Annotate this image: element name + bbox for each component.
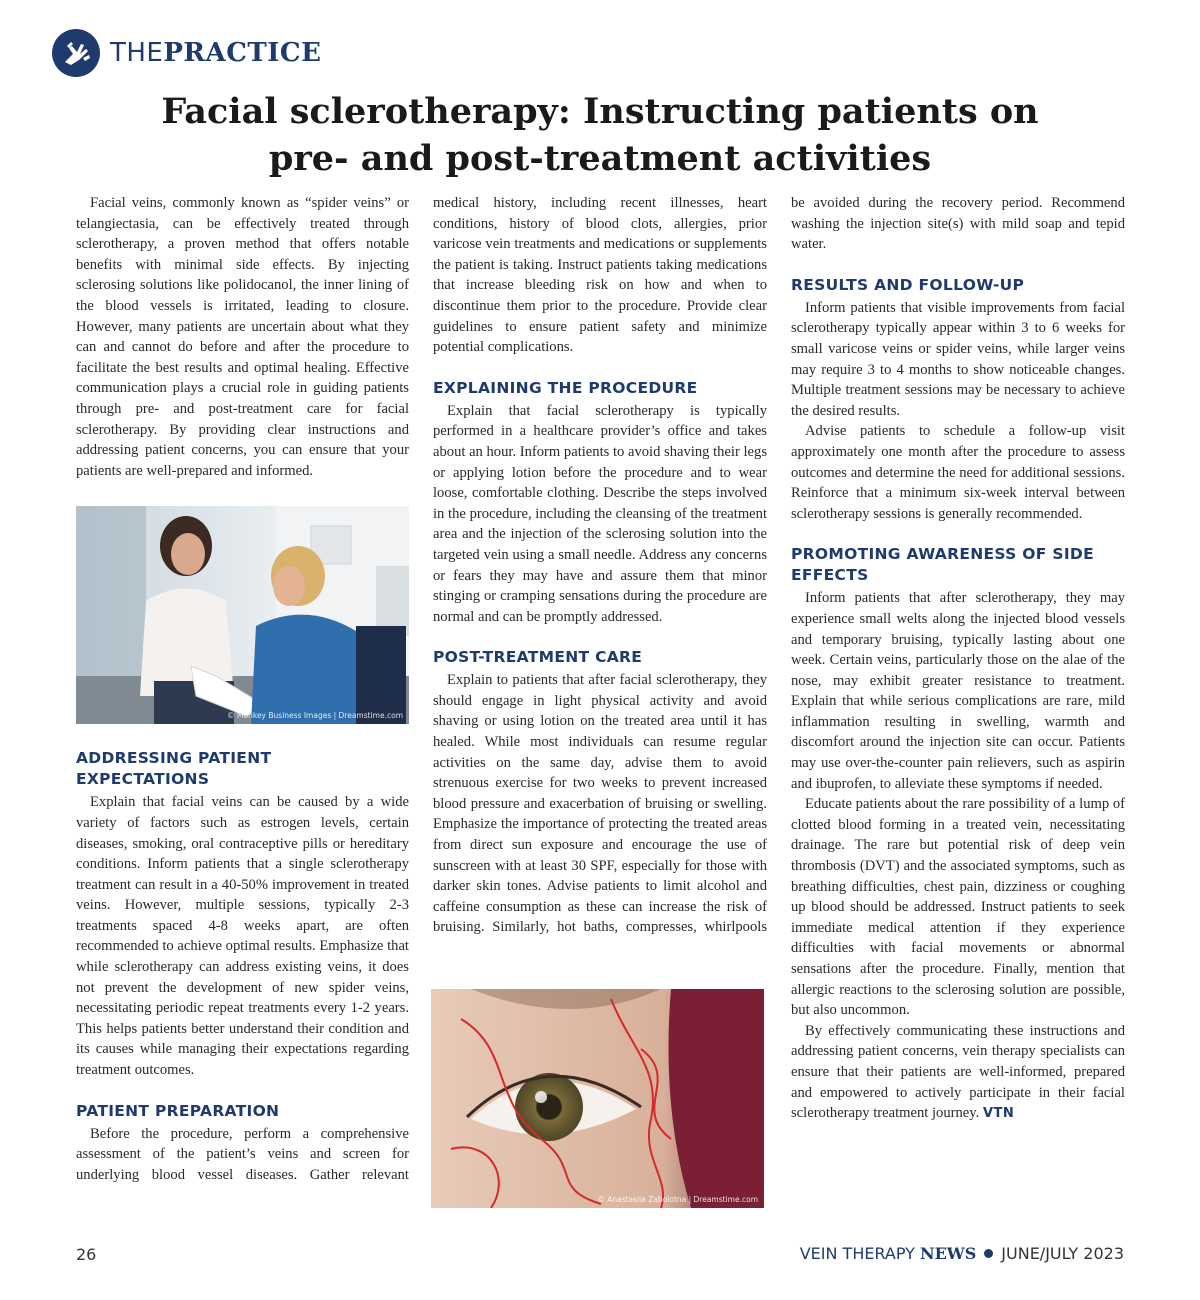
article-title — [60, 88, 1140, 182]
heading-post-treatment: POST-TREATMENT CARE — [433, 648, 643, 667]
section-header — [52, 27, 321, 79]
issue-date: JUNE/JULY 2023 — [1001, 1244, 1124, 1263]
heading-results: RESULTS AND FOLLOW-UP — [791, 275, 1025, 294]
section-label-light: THE — [110, 38, 164, 68]
publication-news: NEWS — [919, 1244, 977, 1263]
page-number: 26 — [76, 1245, 97, 1264]
heading-procedure: EXPLAINING THE PROCEDURE — [433, 378, 698, 397]
heading-side-effects: PROMOTING AWARENESS OF SIDE EFFECTS — [791, 545, 1094, 585]
intro-paragraph: Facial veins, commonly known as “spider veins” or telangiectasia, can be effectively treated through sclerotherapy, a proven method that offers notable benefits with minimal side effects. By injecting sclerosing solutions like polidocanol, the inner lining of the blood vessels is irritated, leading to closure. However, many patients are uncertain about what they can and cannot do before and after the procedure to facilitate the best results and optimal healing. Effective communication plays a crucial role in guiding patients through pre- and post-treatment care for facial sclerotherapy. By providing clear instructions and addressing patient concerns, you can ensure that your patients are well-prepared and informed. — [76, 195, 409, 479]
paragraph-post-treatment-continued: be avoided during the recovery period. Recommend washing the injection site(s) with mild soap and tepid water. — [791, 195, 1125, 253]
publication-name: VEIN THERAPY — [799, 1244, 915, 1263]
consultation-photo — [76, 506, 409, 724]
column-3 — [791, 193, 1125, 1125]
publication-footer — [800, 1244, 1124, 1263]
column-2 — [433, 193, 767, 938]
paragraph-preparation-continued: medical history, including recent illnesses, heart conditions, history of blood clots, allergies, prior varicose vein treatments and medications or supplements the patient is taking. Instruct patients taking medications that increase bleeding risk on how and when to discontinue them prior to the procedure. Provide clear guidelines to ensure patient safety and minimize potential complications. — [433, 195, 767, 356]
paragraph-preparation: Before the procedure, perform a comprehensive assessment of the patient’s veins and screen for underlying blood vessel diseases. Gather relevant — [76, 1125, 409, 1183]
eye-photo — [431, 989, 764, 1208]
column-1 — [76, 193, 409, 1186]
hands-icon — [52, 29, 100, 77]
paragraph-side-effects-2: Educate patients about the rare possibility of a lump of clotted blood forming in a treated vein, necessitating drainage. The rare but potential risk of deep vein thrombosis (DVT) and the associated symptoms, such as breathing difficulties, chest pain, dizziness or coughing up blood should be addressed. Instruct patients to seek immediate medical attention if they experience difficulties with facial movements or abnormal sensations after the procedure. Finally, mention that allergic reactions to the sclerosing solution are possible, but also uncommon. — [791, 796, 1125, 1019]
consultation-illustration — [76, 506, 409, 724]
heading-preparation: PATIENT PREPARATION — [76, 1101, 280, 1120]
paragraph-results-2: Advise patients to schedule a follow-up visit approximately one month after the procedure to assess outcomes and determine the need for additional sessions. Reinforce that a minimum six-week interval between sclerotherapy sessions is generally recommended. — [791, 423, 1125, 522]
closing-text: By effectively communicating these instructions and addressing patient concerns, vein therapy specialists can ensure that their patients are well-informed, prepared and empowered to actively participate in their facial sclerotherapy treatment journey. — [791, 1022, 1125, 1122]
photo1-credit: © Monkey Business Images | Dreamstime.com — [227, 711, 403, 721]
paragraph-results-1: Inform patients that visible improvements from facial sclerotherapy typically appear within 3 to 6 weeks for small varicose veins or spider veins, while larger veins may require 3 to 4 months to show noticeable changes. Multiple treatment sessions may be necessary to achieve the desired results. — [791, 299, 1125, 419]
heading-expectations: ADDRESSING PATIENT EXPECTATIONS — [76, 749, 272, 789]
section-label — [110, 38, 321, 68]
paragraph-side-effects-1: Inform patients that after sclerotherapy, they may experience small welts along the injected blood vessels and temporary bruising, typically lasting about one week. Certain veins, particularly those on the alae of the nose, may exhibit greater resistance to treatment. Explain that while serious complications are rare, mild inflammation resulting in swelling, warmth and discomfort around the injection site can occur. Patients may use over-the-counter pain relievers, such as aspirin and ibuprofen, to alleviate these symptoms if needed. — [791, 590, 1125, 792]
photo2-credit: © Anastasiia Zabolotna | Dreamstime.com — [597, 1195, 758, 1204]
article-title-line1: Facial sclerotherapy: Instructing patients on — [161, 91, 1039, 132]
paragraph-procedure: Explain that facial sclerotherapy is typically performed in a healthcare provider’s office and takes about an hour. Inform patients to avoid shaving their legs or applying lotion before the procedure and to wear loose, comfortable clothing. Describe the steps involved in the procedure, including the cleansing of the treatment area and the injection of the sclerosing solution into the targeted vein using a small needle. Address any concerns or fears they may have and assure them that minor stinging or cramping sensations during the procedure are normal and can be promptly addressed. — [433, 402, 767, 625]
bullet-dot-icon — [984, 1249, 993, 1258]
end-mark: VTN — [982, 1106, 1015, 1122]
section-label-bold: PRACTICE — [163, 38, 322, 68]
paragraph-expectations: Explain that facial veins can be caused by a wide variety of factors such as estrogen levels, certain diseases, smoking, oral contraceptive pills or hereditary conditions. Inform patients that a single sclerotherapy treatment can result in a 40-50% improvement in treated veins. However, multiple sessions, typically 2-3 treatments spaced 4-8 weeks apart, are often recommended to achieve optimal results. Emphasize that while sclerotherapy can address existing veins, it does not prevent the development of new spider veins, necessitating periodic repeat treatments every 1-2 years. This helps patients better understand their condition and its causes while managing their expectations regarding treatment outcomes. — [76, 794, 409, 1079]
paragraph-closing — [791, 1021, 1125, 1125]
article-title-line2: pre- and post-treatment activities — [268, 138, 932, 179]
paragraph-post-treatment: Explain to patients that after facial sclerotherapy, they should engage in light physical activity and avoid shaving or using lotion on the treated area until it has healed. While most individuals can resume regular activities on the same day, advise them to avoid strenuous exercise for two weeks to prevent increased blood pressure and exacerbation of bruising or swelling. Emphasize the importance of protecting the treated areas from direct sun exposure and encourage the use of sunscreen with at least 30 SPF, especially for those with darker skin tones. Advise patients to limit alcohol and caffeine consumption as these can increase the risk of bruising. Similarly, hot baths, compresses, whirlpools — [433, 672, 767, 936]
eye-illustration — [431, 989, 764, 1208]
